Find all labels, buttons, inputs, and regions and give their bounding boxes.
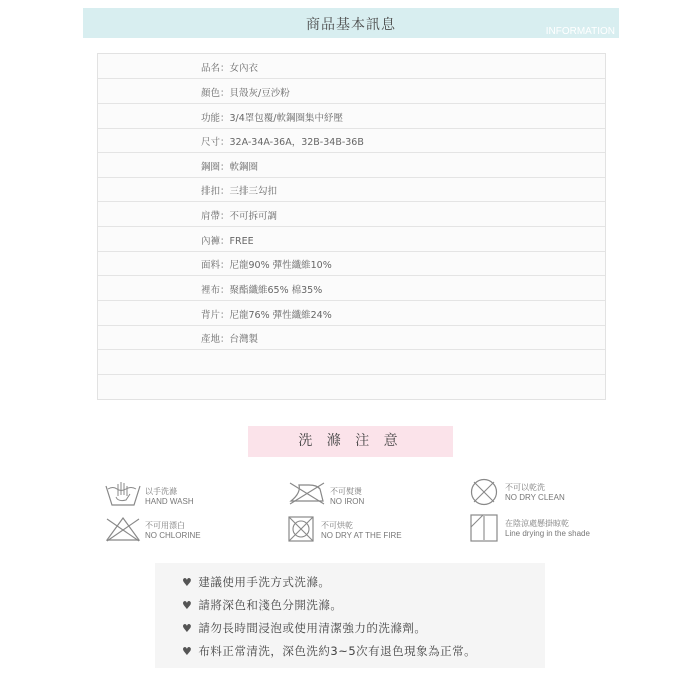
care-label-en: HAND WASH <box>145 497 194 506</box>
spec-row-text: 鋼圈：軟鋼圈 <box>201 162 259 173</box>
tip-item <box>182 643 476 659</box>
care-label-en: NO DRY CLEAN <box>505 493 565 502</box>
hand-wash-icon <box>104 480 142 508</box>
spec-row-text: 尺寸：32A-34A-36A，32B-34B-36B <box>201 137 364 148</box>
care-label-zh: 不可用漂白 <box>145 521 185 530</box>
no-iron-icon <box>287 480 327 506</box>
tip-item <box>182 574 330 590</box>
care-label-zh: 以手洗滌 <box>145 487 177 496</box>
spec-row-text: 顏色：貝殼灰/豆沙粉 <box>201 88 290 99</box>
care-label <box>505 519 590 539</box>
heart-icon: ♥ <box>182 599 193 612</box>
care-label-zh: 不可熨燙 <box>330 487 362 496</box>
heart-icon: ♥ <box>182 645 193 658</box>
no-chlorine-icon <box>104 515 142 543</box>
spec-row <box>98 251 605 276</box>
spec-table <box>97 53 606 400</box>
spec-row <box>98 104 605 129</box>
info-header-title: 商品基本訊息 <box>306 17 396 33</box>
heart-icon: ♥ <box>182 622 193 635</box>
spec-row <box>98 374 605 398</box>
spec-row <box>98 128 605 153</box>
care-label-en: NO DRY AT THE FIRE <box>321 531 402 540</box>
info-header <box>83 8 619 38</box>
tip-item <box>182 597 342 613</box>
spec-row <box>98 227 605 252</box>
spec-row-text: 肩帶：不可拆可調 <box>201 211 278 222</box>
spec-row <box>98 79 605 104</box>
spec-row-text: 內褲：FREE <box>201 236 254 247</box>
spec-row-text: 裡布：聚酯纖維65% 棉35% <box>201 285 323 296</box>
care-label <box>330 487 364 507</box>
spec-row-text: 產地：台灣製 <box>201 334 259 345</box>
care-label-zh: 在陰涼處懸掛晾乾 <box>505 519 569 528</box>
spec-row <box>98 325 605 350</box>
tip-text: 請將深色和淺色分開洗滌。 <box>198 598 343 612</box>
care-label <box>321 521 402 541</box>
spec-row <box>98 153 605 178</box>
care-label-zh: 不可烘乾 <box>321 521 353 530</box>
care-label <box>145 521 201 541</box>
spec-row <box>98 350 605 375</box>
tip-text: 布料正常清洗，深色洗約3~5次有退色現象為正常。 <box>198 644 477 658</box>
tip-text: 建議使用手洗方式洗滌。 <box>198 575 331 589</box>
heart-icon: ♥ <box>182 576 193 589</box>
spec-row <box>98 177 605 202</box>
spec-row-text: 背片：尼龍76% 彈性纖維24% <box>201 310 332 321</box>
line-dry-shade-icon <box>469 513 499 543</box>
tip-item <box>182 620 426 636</box>
spec-row <box>98 276 605 301</box>
care-label <box>145 487 194 507</box>
care-label-en: NO CHLORINE <box>145 531 201 540</box>
info-header-subtitle: INFORMATION <box>545 26 615 37</box>
care-label-en: NO IRON <box>330 497 365 506</box>
spec-row-text: 品名：女內衣 <box>201 63 259 74</box>
no-dry-clean-icon <box>469 477 499 507</box>
spec-row-text: 排扣：三排三勾扣 <box>201 186 278 197</box>
care-label <box>505 483 565 503</box>
care-tips <box>155 563 545 668</box>
tip-text: 請勿長時間浸泡或使用清潔強力的洗滌劑。 <box>198 621 427 635</box>
spec-row-text: 面料：尼龍90% 彈性纖維10% <box>201 260 332 271</box>
spec-row <box>98 54 605 79</box>
care-label-en: Line drying in the shade <box>505 529 590 538</box>
care-title: 洗 滌 注 意 <box>248 426 453 457</box>
spec-row <box>98 202 605 227</box>
no-tumble-dry-icon <box>287 515 315 543</box>
spec-row-text: 功能：3/4罩包覆/軟鋼圈集中紓壓 <box>201 113 343 124</box>
spec-row <box>98 301 605 326</box>
care-label-zh: 不可以乾洗 <box>505 483 545 492</box>
